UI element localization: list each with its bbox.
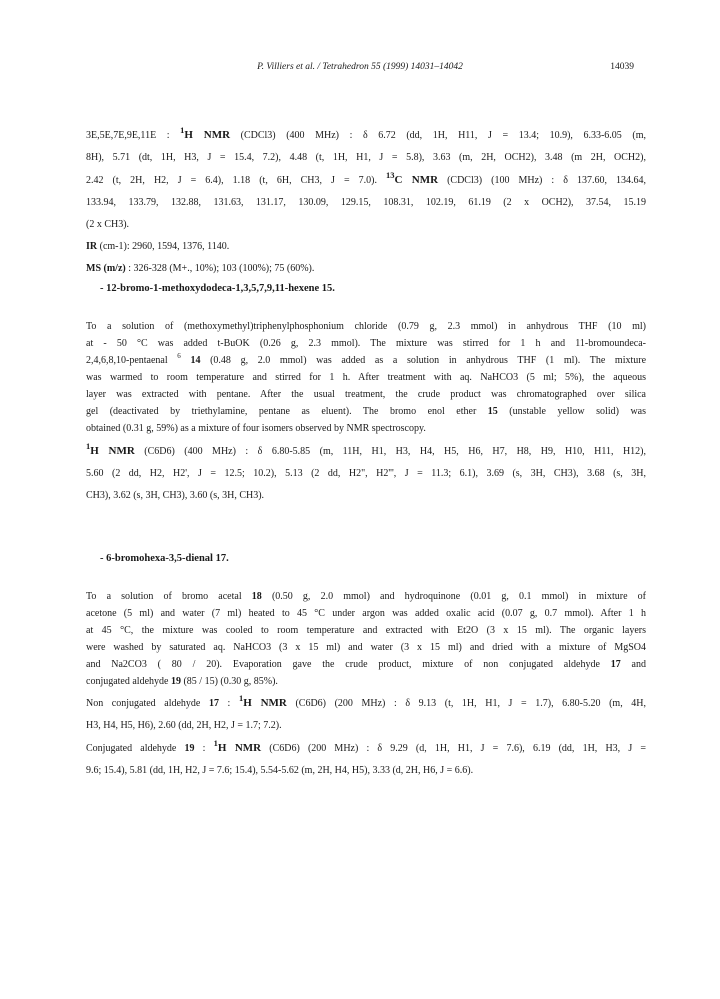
nmr-data-17-19: [86, 692, 646, 782]
text-line: gel (deactivated by triethylamine, pentane as eluent). The bromo enol ether 15 (unstable yellow solid) was: [86, 406, 646, 417]
journal-citation: P. Villiers et al. / Tetrahedron 55 (1999) 14031–14042: [257, 62, 463, 72]
text-line: 2.42 (t, 2H, H2, J = 6.4), 1.18 (t, 6H, CH3, J = 7.0). $^{13}$C NMR (CDCl3) (100 MHz) : δ 137.60, 134.64,: [86, 170, 647, 186]
text-line: $^1$H NMR (C6D6) (400 MHz) : δ 6.80-5.85 (m, 11H, H1, H3, H4, H5, H6, H7, H8, H9, H10, H11, H12),: [86, 441, 646, 457]
section-heading-compound-15: - 12-bromo-1-methoxydodeca-1,3,5,7,9,11-hexene 15.: [100, 283, 335, 294]
procedure-paragraph-17: [86, 588, 646, 690]
text-line: at 45 °C, the mixture was cooled to room temperature and extracted with Et2O (3 x 15 ml). The organic layers: [86, 625, 646, 636]
page-number: 14039: [610, 62, 634, 72]
text-line: H3, H4, H5, H6), 2.60 (dd, 2H, H2, J = 1.7; 7.2).: [86, 720, 282, 731]
text-line: To a solution of (methoxymethyl)triphenylphosphonium chloride (0.79 g, 2.3 mmol) in anhydrous THF (10 ml): [86, 321, 646, 332]
text-line: CH3), 3.62 (s, 3H, CH3), 3.60 (s, 3H, CH3).: [86, 490, 265, 501]
text-line: To a solution of bromo acetal 18 (0.50 g, 2.0 mmol) and hydroquinone (0.01 g, 0.1 mmol) in mixture of: [86, 591, 647, 602]
text-line: 3E,5E,7E,9E,11E : $^1$H NMR (CDCl3) (400 MHz) : δ 6.72 (dd, 1H, H11, J = 13.4; 10.9), 6.33-6.05 (m,: [86, 125, 647, 141]
text-line: were washed by saturated aq. NaHCO3 (3 x 15 ml) and water (3 x 15 ml) and dried with a mixture of MgSO4: [86, 642, 646, 653]
text-line: obtained (0.31 g, 59%) as a mixture of four isomers observed by NMR spectroscopy.: [86, 423, 426, 434]
text-line: 2,4,6,8,10-pentaenal $^6$ 14 (0.48 g, 2.0 mmol) was added as a solution in anhydrous THF (1 ml). The mixture: [86, 352, 647, 366]
text-line: at - 50 °C was added t-BuOK (0.26 g, 2.3 mmol). The mixture was stirred for 1 h and 11-bromoundeca-: [86, 338, 646, 349]
running-head: [0, 62, 720, 78]
spectral-data-block: [86, 124, 646, 280]
ir-line: IR (cm-1): 2960, 1594, 1376, 1140.: [86, 241, 230, 252]
procedure-paragraph-15: [86, 318, 646, 437]
text-line: acetone (5 ml) and water (7 ml) heated to 45 °C under argon was added oxalic acid (0.07 g, 0.7 mmol). After 1 h: [86, 608, 646, 619]
text-line: conjugated aldehyde 19 (85 / 15) (0.30 g, 85%).: [86, 676, 278, 687]
text-line: was warmed to room temperature and stirred for 1 h. After treatment with aq. NaHCO3 (5 ml; 5%), the aqueous: [86, 372, 646, 383]
text-line: and Na2CO3 ( 80 / 20). Evaporation gave the crude product, mixture of non conjugated aldehyde 17 and: [86, 659, 646, 670]
text-line: 133.94, 133.79, 132.88, 131.63, 131.17, 130.09, 129.15, 108.31, 102.19, 61.19 (2 x OCH2), 37.54, 15.19: [86, 197, 646, 208]
text-line: layer was extracted with pentane. After the usual treatment, the crude product was chromatographed over silica: [86, 389, 646, 400]
nmr-data-15: [86, 440, 646, 507]
section-heading-compound-17: - 6-bromohexa-3,5-dienal 17.: [100, 553, 229, 564]
text-line: Conjugated aldehyde 19 : $^1$H NMR (C6D6) (200 MHz) : δ 9.29 (d, 1H, H1, J = 7.6), 6.19 (dd, 1H, H3, J =: [86, 738, 647, 754]
text-line: 8H), 5.71 (dt, 1H, H3, J = 15.4, 7.2), 4.48 (t, 1H, H1, J = 5.8), 3.63 (m, 2H, OCH2), 3.48 (m 2H, OCH2),: [86, 152, 646, 163]
text-line: 5.60 (2 dd, H2, H2', J = 12.5; 10.2), 5.13 (2 dd, H2", H2''', J = 11.3; 6.1), 3.69 (s, 3H, CH3), 3.68 (s, 3H,: [86, 468, 646, 479]
ms-line: MS (m/z) : 326-328 (M+., 10%); 103 (100%); 75 (60%).: [86, 263, 315, 274]
text-line: Non conjugated aldehyde 17 : $^1$H NMR (C6D6) (200 MHz) : δ 9.13 (t, 1H, H1, J = 1.7), 6.80-5.20 (m, 4H,: [86, 693, 647, 709]
text-line: (2 x CH3).: [86, 219, 130, 230]
text-line: 9.6; 15.4), 5.81 (dd, 1H, H2, J = 7.6; 15.4), 5.54-5.62 (m, 2H, H4, H5), 3.33 (d, 2H, H6, J = 6.6).: [86, 765, 474, 776]
